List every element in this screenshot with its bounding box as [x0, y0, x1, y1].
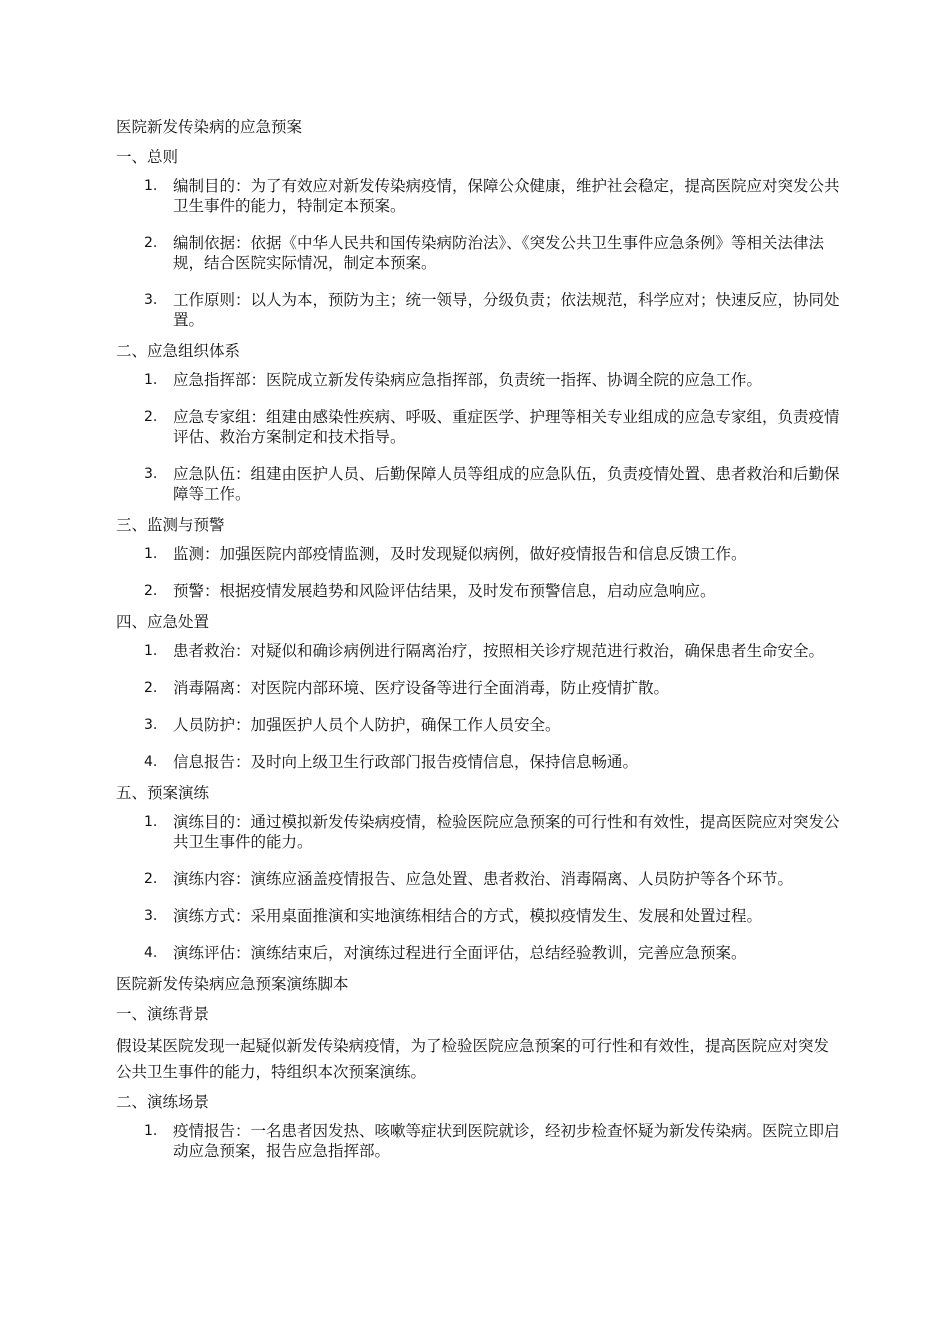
list-number: 3. — [144, 717, 158, 733]
list-item — [116, 581, 840, 601]
list-item-text: 消毒隔离：对医院内部环境、医疗设备等进行全面消毒，防止疫情扩散。 — [173, 679, 670, 697]
list-item-text: 疫情报告：一名患者因发热、咳嗽等症状到医院就诊，经初步检查怀疑为新发传染病。医院立即启动应急预案，报告应急指挥部。 — [173, 1122, 840, 1160]
section-heading: 五、预案演练 — [116, 784, 210, 802]
list-number: 3. — [144, 292, 158, 308]
section-heading: 二、演练场景 — [116, 1093, 210, 1111]
list-number: 4. — [144, 754, 158, 770]
list-item — [116, 812, 840, 852]
list-item-text: 演练评估：演练结束后，对演练过程进行全面评估，总结经验教训，完善应急预案。 — [173, 944, 747, 962]
section-heading: 一、总则 — [116, 148, 179, 166]
list-item-text: 应急指挥部：医院成立新发传染病应急指挥部，负责统一指挥、协调全院的应急工作。 — [173, 371, 763, 389]
section-list — [116, 1121, 840, 1161]
list-number: 3. — [144, 908, 158, 924]
list-number: 1. — [144, 178, 158, 194]
list-number: 1. — [144, 643, 158, 659]
section-list — [116, 176, 840, 330]
list-number: 2. — [144, 235, 158, 251]
list-item — [116, 544, 840, 564]
script-title: 医院新发传染病应急预案演练脚本 — [116, 975, 349, 993]
list-number: 3. — [144, 466, 158, 482]
section-list — [116, 544, 840, 601]
list-item-text: 应急专家组：组建由感染性疾病、呼吸、重症医学、护理等相关专业组成的应急专家组，负责疫情评估、救治方案制定和技术指导。 — [173, 408, 840, 446]
list-item — [116, 233, 840, 273]
list-number: 2. — [144, 680, 158, 696]
list-item — [116, 407, 840, 447]
list-number: 1. — [144, 1123, 158, 1139]
list-item-text: 患者救治：对疑似和确诊病例进行隔离治疗，按照相关诊疗规范进行救治，确保患者生命安全。 — [173, 642, 825, 660]
list-number: 2. — [144, 583, 158, 599]
section-list — [116, 370, 840, 504]
list-item — [116, 176, 840, 216]
section-list — [116, 812, 840, 963]
section-heading: 三、监测与预警 — [116, 516, 225, 534]
list-item — [116, 678, 840, 698]
list-number: 1. — [144, 814, 158, 830]
list-item-text: 编制目的：为了有效应对新发传染病疫情，保障公众健康，维护社会稳定，提高医院应对突发公共卫生事件的能力，特制定本预案。 — [173, 177, 840, 215]
document-body — [116, 116, 840, 1171]
list-item-text: 演练方式：采用桌面推演和实地演练相结合的方式，模拟疫情发生、发展和处置过程。 — [173, 907, 763, 925]
background-paragraph: 假设某医院发现一起疑似新发传染病疫情，为了检验医院应急预案的可行性和有效性，提高医院应对突发公共卫生事件的能力，特组织本次预案演练。 — [116, 1037, 830, 1081]
list-item-text: 应急队伍：组建由医护人员、后勤保障人员等组成的应急队伍，负责疫情处置、患者救治和后勤保障等工作。 — [173, 465, 840, 503]
list-number: 1. — [144, 372, 158, 388]
list-item — [116, 869, 840, 889]
section-heading: 四、应急处置 — [116, 613, 210, 631]
list-item — [116, 715, 840, 735]
list-item — [116, 943, 840, 963]
list-item-text: 信息报告：及时向上级卫生行政部门报告疫情信息，保持信息畅通。 — [173, 753, 639, 771]
list-number: 2. — [144, 409, 158, 425]
list-item — [116, 1121, 840, 1161]
list-number: 2. — [144, 871, 158, 887]
list-item — [116, 370, 840, 390]
list-item — [116, 752, 840, 772]
list-item-text: 编制依据：依据《中华人民共和国传染病防治法》、《突发公共卫生事件应急条例》等相关法律法规，结合医院实际情况，制定本预案。 — [173, 234, 825, 272]
list-item — [116, 290, 840, 330]
list-item — [116, 641, 840, 661]
list-number: 1. — [144, 546, 158, 562]
document-title: 医院新发传染病的应急预案 — [116, 118, 303, 136]
list-item — [116, 906, 840, 926]
list-item-text: 人员防护：加强医护人员个人防护，确保工作人员安全。 — [173, 716, 561, 734]
list-item-text: 监测：加强医院内部疫情监测，及时发现疑似病例，做好疫情报告和信息反馈工作。 — [173, 545, 747, 563]
list-number: 4. — [144, 945, 158, 961]
list-item — [116, 464, 840, 504]
list-item-text: 演练目的：通过模拟新发传染病疫情，检验医院应急预案的可行性和有效性，提高医院应对突发公共卫生事件的能力。 — [173, 813, 840, 851]
section-heading: 二、应急组织体系 — [116, 342, 241, 360]
section-list — [116, 641, 840, 772]
section-heading: 一、演练背景 — [116, 1005, 210, 1023]
list-item-text: 演练内容：演练应涵盖疫情报告、应急处置、患者救治、消毒隔离、人员防护等各个环节。 — [173, 870, 794, 888]
list-item-text: 工作原则：以人为本，预防为主；统一领导，分级负责；依法规范，科学应对；快速反应，协同处置。 — [173, 291, 840, 329]
list-item-text: 预警：根据疫情发展趋势和风险评估结果，及时发布预警信息，启动应急响应。 — [173, 582, 716, 600]
